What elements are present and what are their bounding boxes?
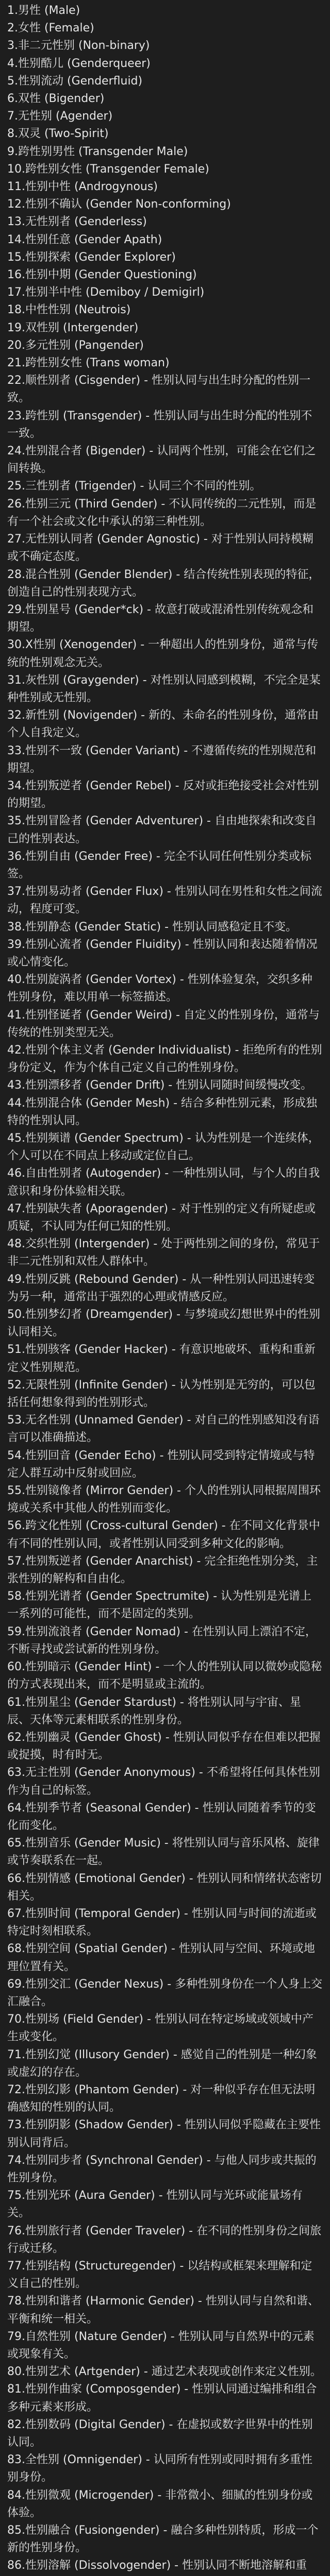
list-item: 25.三性别者 (Trigender) - 认同三个不同的性别。 xyxy=(7,480,261,493)
list-item: 8.双灵 (Two-Spirit) xyxy=(7,127,109,141)
list-item: 52.无限性别 (Infinite Gender) - 认为性别是无穷的，可以包括任何想象得到的性别形式。 xyxy=(7,1378,316,1410)
list-item: 67.性别时间 (Temporal Gender) - 性别认同与时间的流逝或特定时刻相联系。 xyxy=(7,1907,317,1938)
list-item: 57.性别叛逆者 (Gender Anarchist) - 完全拒绝性别分类，主张性别的解构和自由化。 xyxy=(7,1554,318,1586)
list-item: 59.性别流浪者 (Gender Nomad) - 在性别认同上漂泊不定，不断寻找或尝试新的性别身份。 xyxy=(7,1625,317,1656)
list-item: 45.性别频谱 (Gender Spectrum) - 认为性别是一个连续体，个人可以在不同点上移动或定位自己。 xyxy=(7,1132,320,1163)
list-item: 36.性别自由 (Gender Free) - 完全不认同任何性别分类或标签。 xyxy=(7,850,311,880)
list-item: 81.性别作曲家 (Composgender) - 性别认同通过编排和组合多种元素来形成。 xyxy=(7,2383,317,2414)
list-item: 20.多元性别 (Pangender) xyxy=(7,338,144,352)
list-item: 32.新性别 (Novigender) - 新的、未命名的性别身份，通常由个人自我定义。 xyxy=(7,709,319,740)
list-item: 3.非二元性别 (Non-binary) xyxy=(7,39,150,53)
list-item: 58.性别光谱者 (Gender Spectrumite) - 认为性别是光谱上一系列的可能性，而不是固定的类别。 xyxy=(7,1590,312,1621)
list-item: 22.顺性别者 (Cisgender) - 性别认同与出生时分配的性别一致。 xyxy=(7,374,310,405)
list-item: 74.性别同步者 (Synchronal Gender) - 与他人同步或共振的性别身份。 xyxy=(7,2154,317,2184)
list-item: 30.X性别 (Xenogender) - 一种超出人的性别身份，通常与传统的性别观念无关。 xyxy=(7,638,319,669)
list-item: 86.性别溶解 (Dissolvogender) - 性别认同不断地溶解和重 xyxy=(7,2559,307,2572)
list-item: 50.性别梦幻者 (Dreamgender) - 与梦境或幻想世界中的性别认同相关。 xyxy=(7,1308,321,1339)
list-item: 63.无主性别 (Gender Anonymous) - 不希望将任何具体性别作为自己的标签。 xyxy=(7,1766,320,1797)
list-item: 69.性别交汇 (Gender Nexus) - 多种性别身份在一个人身上交汇融合。 xyxy=(7,1977,323,2008)
list-item: 71.性别幻觉 (Illusory Gender) - 感觉自己的性别是一种幻象或虚幻的存在。 xyxy=(7,2048,317,2079)
list-item: 79.自然性别 (Nature Gender) - 性别认同与自然界中的元素或现象有关。 xyxy=(7,2330,315,2361)
list-item: 53.无名性别 (Unnamed Gender) - 对自己的性别感知没有语言可以准确描述。 xyxy=(7,1414,320,1445)
list-item: 21.跨性别女性 (Trans woman) xyxy=(7,357,170,370)
list-item: 62.性别幽灵 (Gender Ghost) - 性别认同似乎存在但难以把握或捉摸，时有时无。 xyxy=(7,1731,321,1762)
list-item: 39.性别心流者 (Gender Fluidity) - 性别认同和表达随着情况或心情变化。 xyxy=(7,938,318,969)
list-item: 16.性别中期 (Gender Questioning) xyxy=(7,268,197,282)
list-item: 4.性别酷儿 (Genderqueer) xyxy=(7,57,151,70)
list-item: 7.无性别 (Agender) xyxy=(7,110,113,123)
list-item: 34.性别叛逆者 (Gender Rebel) - 反对或拒绝接受社会对性别的期望。 xyxy=(7,779,319,810)
list-item: 17.性别半中性 (Demiboy / Demigirl) xyxy=(7,286,205,299)
list-item: 68.性别空间 (Spatial Gender) - 性别认同与空间、环境或地理位置有关。 xyxy=(7,1942,315,1973)
list-item: 64.性别季节者 (Seasonal Gender) - 性别认同随着季节的变化而变化。 xyxy=(7,1801,316,1832)
list-item: 42.性别个体主义者 (Gender Individualist) - 拒绝所有的性别身份定义，作为个体自己定义自己的性别身份。 xyxy=(7,1043,322,1075)
list-item: 80.性别艺术 (Artgender) - 通过艺术表现或创作来定义性别。 xyxy=(7,2365,322,2379)
list-item: 76.性别旅行者 (Gender Traveler) - 在不同的性别身份之间旅行或迁移。 xyxy=(7,2224,322,2255)
list-item: 56.跨文化性别 (Cross-cultural Gender) - 在不同文化背景中有不同的性别认同，或者性别认同受到多种文化的影响。 xyxy=(7,1519,320,1550)
list-item: 15.性别探索 (Gender Explorer) xyxy=(7,250,176,264)
list-item: 33.性别不一致 (Gender Variant) - 不遵循传统的性别规范和期望。 xyxy=(7,744,317,775)
list-item: 75.性别光环 (Aura Gender) - 性别认同与光环或能量场有关。 xyxy=(7,2189,303,2220)
list-item: 35.性别冒险者 (Gender Adventurer) - 自由地探索和改变自己的性别表达。 xyxy=(7,815,317,845)
gender-list xyxy=(0,2,330,2576)
list-item: 66.性别情感 (Emotional Gender) - 性别认同和情绪状态密切相关。 xyxy=(7,1872,322,1903)
list-item: 73.性别阴影 (Shadow Gender) - 性别认同似乎隐藏在主要性别认同背后。 xyxy=(7,2119,321,2149)
list-item: 5.性别流动 (Genderfluid) xyxy=(7,74,143,88)
list-item: 65.性别音乐 (Gender Music) - 将性别认同与音乐风格、旋律或节奏联系在一起。 xyxy=(7,1837,320,1868)
list-item: 24.性别混合者 (Bigender) - 认同两个性别，可能会在它们之间转换。 xyxy=(7,445,316,476)
list-item: 31.灰性别 (Graygender) - 对性别认同感到模糊，不完全是某种性别或无性别。 xyxy=(7,673,321,704)
list-item: 28.混合性别 (Gender Blender) - 结合传统性别表现的特征，创造自己的性别表现方式。 xyxy=(7,568,320,599)
list-item: 14.性别任意 (Gender Apath) xyxy=(7,233,162,246)
list-item: 61.性别星尘 (Gender Stardust) - 将性别认同与宇宙、星辰、天体等元素相联系的性别身份。 xyxy=(7,1696,301,1726)
list-item: 51.性别骇客 (Gender Hacker) - 有意识地破坏、重构和重新定义性别规范。 xyxy=(7,1343,316,1374)
list-item: 49.性别反跳 (Rebound Gender) - 从一种性别认同迅速转变为另一种，通常出于强烈的心理或情感反应。 xyxy=(7,1273,315,1303)
list-item: 84.性别微观 (Microgender) - 非常微小、细腻的性别身份或体验。 xyxy=(7,2488,313,2519)
list-item: 54.性别回音 (Gender Echo) - 性别认同受到特定情境或与特定人群互动中反射或回应。 xyxy=(7,1449,315,1480)
list-item: 2.女性 (Female) xyxy=(7,22,94,35)
list-item: 77.性别结构 (Structuregender) - 以结构或框架来理解和定义自己的性别。 xyxy=(7,2260,312,2291)
list-item: 60.性别暗示 (Gender Hint) - 一个人的性别认同以微妙或隐秘的方式表现出来，而不是明显或主流的。 xyxy=(7,1660,322,1691)
list-item: 83.全性别 (Omnigender) - 认同所有性别或同时拥有多重性别身份。 xyxy=(7,2453,312,2484)
list-item: 27.无性别认同者 (Gender Agnostic) - 对于性别认同持模糊或不确定态度。 xyxy=(7,533,314,564)
list-item: 9.跨性别男性 (Transgender Male) xyxy=(7,145,188,158)
list-item: 85.性别融合 (Fusiongender) - 融合多种性别特质，形成一个新的性别身份。 xyxy=(7,2524,319,2555)
list-item: 18.中性性别 (Neutrois) xyxy=(7,303,131,317)
list-item: 10.跨性别女性 (Transgender Female) xyxy=(7,162,209,176)
list-item: 43.性别漂移者 (Gender Drift) - 性别认同随时间缓慢改变。 xyxy=(7,1079,312,1092)
list-item: 12.性别不确认 (Gender Non-conforming) xyxy=(7,198,231,211)
list-item: 78.性别和谐者 (Harmonic Gender) - 性别认同与自然和谐、平衡和统一相关。 xyxy=(7,2295,319,2326)
list-item: 19.双性别 (Intergender) xyxy=(7,321,139,334)
list-item: 11.性别中性 (Androgynous) xyxy=(7,180,158,194)
list-item: 23.跨性别 (Transgender) - 性别认同与出生时分配的性别不一致。 xyxy=(7,409,312,440)
list-item: 13.无性别者 (Genderless) xyxy=(7,215,147,229)
list-item: 1.男性 (Male) xyxy=(7,4,80,17)
list-item: 41.性别怪诞者 (Gender Weird) - 自定义的性别身份，通常与传统的性别类型无关。 xyxy=(7,1008,320,1039)
list-item: 37.性别易动者 (Gender Flux) - 性别认同在男性和女性之间流动，程度可变。 xyxy=(7,885,322,916)
list-item: 44.性别混合体 (Gender Mesh) - 结合多种性别元素，形成独特的性别认同。 xyxy=(7,1096,318,1127)
list-item: 47.性别缺失者 (Aporagender) - 对于性别的定义有所疑虑或质疑，不认同为任何已知的性别。 xyxy=(7,1202,316,1233)
list-item: 72.性别幻影 (Phantom Gender) - 对一种似乎存在但无法明确感知的性别的认同。 xyxy=(7,2083,316,2114)
list-item: 82.性别数码 (Digital Gender) - 在虚拟或数字世界中的性别认同。 xyxy=(7,2418,313,2449)
list-item: 70.性别场 (Field Gender) - 性别认同在特定场域或领域中产生或变化。 xyxy=(7,2013,314,2044)
list-item: 6.双性 (Bigender) xyxy=(7,92,105,106)
list-item: 48.交织性别 (Intergender) - 处于两性别之间的身份，常见于非二元性别和双性人群体中。 xyxy=(7,1238,320,1268)
list-item: 29.性别星号 (Gender*ck) - 故意打破或混淆性别传统观念和期望。 xyxy=(7,603,314,634)
list-item: 38.性别静态 (Gender Static) - 性别认同感稳定且不变。 xyxy=(7,920,298,934)
list-item: 46.自由性别者 (Autogender) - 一种性别认同，与个人的自我意识和身份体验相关联。 xyxy=(7,1167,320,1198)
list-item: 40.性别旋涡者 (Gender Vortex) - 性别体验复杂，交织多种性别身份，难以用单一标签描述。 xyxy=(7,973,312,1004)
list-item: 55.性别镜像者 (Mirror Gender) - 个人的性别认同根据周围环境或关系中其他人的性别而变化。 xyxy=(7,1484,321,1515)
list-item: 26.性别三元 (Third Gender) - 不认同传统的二元性别，而是有一个社会或文化中承认的第三种性别。 xyxy=(7,497,317,528)
